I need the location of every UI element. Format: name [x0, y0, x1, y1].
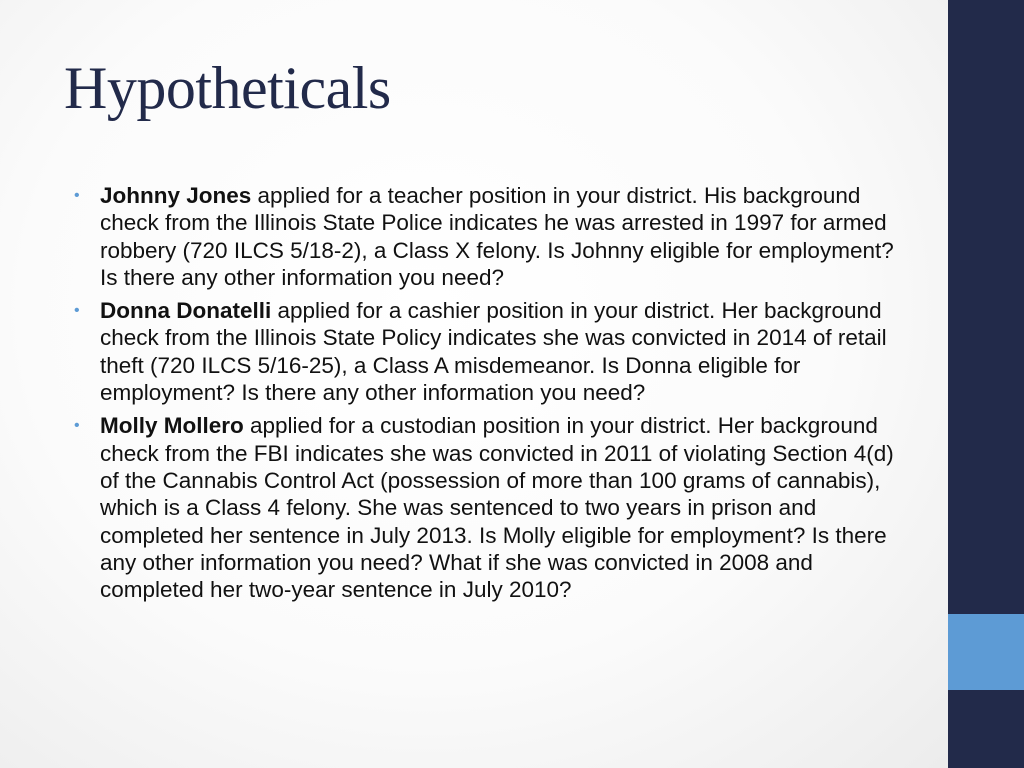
bullet-dot-icon: • — [74, 417, 80, 435]
scenario-text: applied for a teacher position in your district. His background check from the Illinois State Police indicates he was arrested in 1997 for armed robbery (720 ILCS 5/18-2), a Class X felony. Is Johnny eligible for employment? Is there any other information you need? — [100, 183, 894, 290]
bullet-dot-icon: • — [74, 302, 80, 320]
scenario-text: applied for a cashier position in your district. Her background check from the Illinois State Policy indicates she was convicted in 2014 of retail theft (720 ILCS 5/16-25), a Class A misdemeanor. Is Donna eligible for employment? Is there any other information you need? — [100, 298, 887, 406]
scenario-text: applied for a custodian position in your district. Her background check from the FBI indicates she was convicted in 2011 of violating Section 4(d) of the Cannabis Control Act (possession of more than 100 grams of cannabis), which is a Class 4 felony. She was sentenced to two years in prison and completed her sentence in July 2013. Is Molly eligible for employment? Is there any other information you need? What if she was convicted in 2008 and completed her two-year sentence in July 2010? — [100, 413, 894, 603]
applicant-name: Donna Donatelli — [100, 298, 272, 324]
bullet-list — [74, 182, 904, 609]
bullet-dot-icon: • — [74, 187, 80, 204]
list-item — [74, 412, 904, 603]
sidebar-accent-block — [948, 614, 1024, 690]
applicant-name: Johnny Jones — [100, 183, 252, 208]
applicant-name: Molly Mollero — [100, 413, 244, 439]
slide-title: Hypotheticals — [64, 55, 391, 121]
list-item — [74, 182, 904, 291]
list-item — [74, 297, 904, 406]
